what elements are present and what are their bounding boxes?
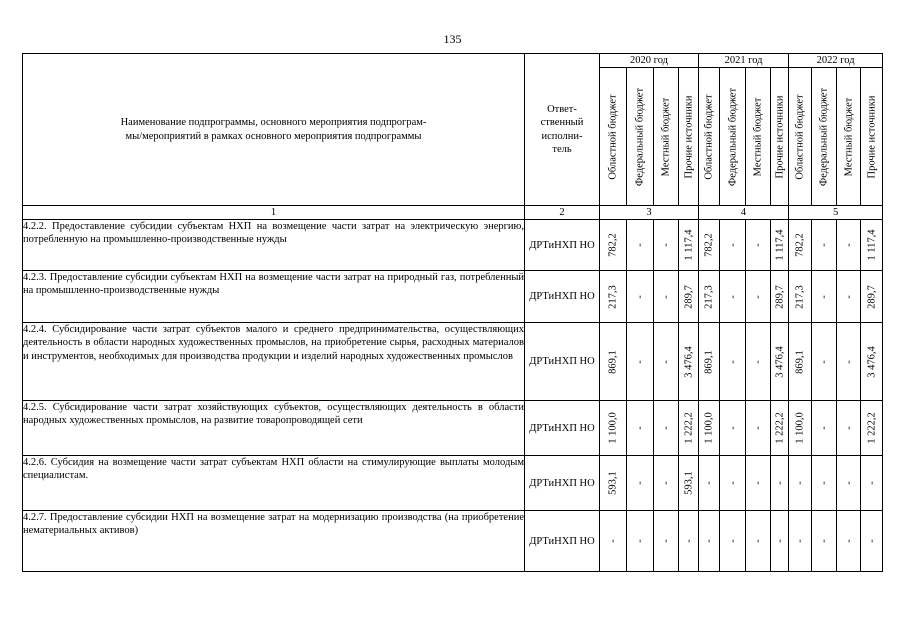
table-row bbox=[23, 401, 883, 456]
row-value-cell bbox=[679, 220, 699, 271]
row-value-cell bbox=[654, 220, 679, 271]
row-value-cell bbox=[679, 271, 699, 323]
row-value-cell bbox=[771, 271, 789, 323]
header-source-2-3 bbox=[746, 68, 771, 206]
row-value-cell bbox=[837, 456, 861, 511]
row-responsible: ДРТиНХП НО bbox=[525, 323, 600, 401]
header-resp-line2: ственный bbox=[540, 117, 584, 129]
row-value-cell bbox=[627, 401, 654, 456]
row-value: - bbox=[660, 295, 672, 299]
row-value-cell bbox=[699, 323, 720, 401]
row-value-cell bbox=[600, 401, 627, 456]
row-value: 1 222,2 bbox=[682, 412, 694, 444]
row-value: - bbox=[726, 539, 738, 543]
header-resp-line4: тель bbox=[552, 143, 572, 155]
row-value-cell bbox=[771, 323, 789, 401]
row-value-cell bbox=[720, 401, 746, 456]
row-value: - bbox=[682, 539, 694, 543]
row-description: 4.2.3. Предоставление субсидии субъектам НХП на возмещение части затрат на природный газ, потребленный на промышленно-производственные нужды bbox=[23, 271, 525, 323]
row-value: - bbox=[818, 539, 830, 543]
row-description: 4.2.2. Предоставление субсидии субъектам НХП на возмещение части затрат на электрическую энергию, потребленную на промышленно-производственные нужды bbox=[23, 220, 525, 271]
header-source-label: Федеральный бюджет bbox=[634, 87, 646, 186]
row-value: - bbox=[752, 426, 764, 430]
row-value: - bbox=[818, 360, 830, 364]
row-value-cell bbox=[600, 456, 627, 511]
row-value: - bbox=[660, 426, 672, 430]
row-value-cell bbox=[627, 323, 654, 401]
row-value: - bbox=[703, 539, 715, 543]
header-resp-line1: Ответ- bbox=[547, 104, 577, 116]
row-responsible: ДРТиНХП НО bbox=[525, 511, 600, 572]
row-value: 289,7 bbox=[682, 284, 694, 309]
row-value: - bbox=[752, 481, 764, 485]
row-value-cell bbox=[789, 271, 812, 323]
header-responsible-cell bbox=[525, 54, 600, 206]
row-value: 869,1 bbox=[607, 349, 619, 374]
row-value: 593,1 bbox=[682, 471, 694, 496]
row-value: - bbox=[866, 481, 878, 485]
row-responsible: ДРТиНХП НО bbox=[525, 271, 600, 323]
row-value-cell bbox=[600, 220, 627, 271]
header-name-line2: мы/мероприятий в рамках основного мероприятия подпрограммы bbox=[125, 130, 422, 142]
row-value-cell bbox=[789, 323, 812, 401]
page-number: 135 bbox=[443, 32, 462, 46]
row-value: - bbox=[634, 481, 646, 485]
row-value: - bbox=[773, 539, 785, 543]
row-value-cell bbox=[654, 456, 679, 511]
header-source-label: Областной бюджет bbox=[794, 93, 806, 180]
row-value: - bbox=[843, 295, 854, 299]
header-resp-line3: исполни- bbox=[541, 130, 583, 142]
col-number-5: 5 bbox=[789, 206, 883, 220]
row-value: 1 100,0 bbox=[794, 412, 806, 444]
row-value: - bbox=[843, 426, 854, 430]
row-value-cell bbox=[789, 511, 812, 572]
row-value-cell bbox=[699, 271, 720, 323]
header-row-years bbox=[23, 54, 883, 68]
row-value: - bbox=[634, 539, 646, 543]
header-source-label: Прочие источники bbox=[866, 95, 878, 179]
row-value-cell bbox=[771, 401, 789, 456]
row-value-cell bbox=[720, 271, 746, 323]
header-row-col-numbers bbox=[23, 206, 883, 220]
row-value: - bbox=[660, 243, 672, 247]
row-value: 1 222,2 bbox=[866, 412, 878, 444]
col-number-3: 3 bbox=[600, 206, 699, 220]
row-value-cell bbox=[861, 401, 883, 456]
row-value: - bbox=[726, 360, 738, 364]
row-value: - bbox=[634, 295, 646, 299]
row-value: - bbox=[752, 243, 764, 247]
header-year-2022: 2022 год bbox=[789, 54, 883, 68]
row-value-cell bbox=[861, 511, 883, 572]
row-value: - bbox=[660, 360, 672, 364]
header-source-label: Прочие источники bbox=[682, 95, 694, 179]
row-value-cell bbox=[746, 220, 771, 271]
row-value: - bbox=[794, 481, 806, 485]
row-value-cell bbox=[720, 323, 746, 401]
row-value-cell bbox=[812, 511, 837, 572]
header-source-3-1 bbox=[789, 68, 812, 206]
row-value-cell bbox=[861, 323, 883, 401]
table-row bbox=[23, 511, 883, 572]
row-description: 4.2.6. Субсидия на возмещение части затрат субъектам НХП области на стимулирующие выплаты молодым специалистам. bbox=[23, 456, 525, 511]
row-value-cell bbox=[627, 271, 654, 323]
row-value-cell bbox=[812, 456, 837, 511]
row-value: 782,2 bbox=[794, 233, 806, 258]
row-value-cell bbox=[654, 511, 679, 572]
row-value-cell bbox=[600, 511, 627, 572]
row-value: - bbox=[843, 481, 854, 485]
header-source-2-2 bbox=[720, 68, 746, 206]
row-value: 1 117,4 bbox=[682, 229, 694, 261]
col-number-4: 4 bbox=[699, 206, 789, 220]
header-source-label: Прочие источники bbox=[773, 95, 785, 179]
row-value: - bbox=[818, 243, 830, 247]
row-value: - bbox=[634, 426, 646, 430]
row-value-cell bbox=[789, 456, 812, 511]
row-value-cell bbox=[627, 220, 654, 271]
table-row bbox=[23, 323, 883, 401]
row-value-cell bbox=[789, 401, 812, 456]
row-value: 782,2 bbox=[607, 233, 619, 258]
row-value-cell bbox=[699, 511, 720, 572]
header-source-label: Федеральный бюджет bbox=[726, 87, 738, 186]
row-value: 217,3 bbox=[794, 284, 806, 309]
header-source-label: Местный бюджет bbox=[843, 97, 854, 176]
col-number-2: 2 bbox=[525, 206, 600, 220]
row-value: 869,1 bbox=[794, 349, 806, 374]
row-responsible: ДРТиНХП НО bbox=[525, 220, 600, 271]
row-value-cell bbox=[654, 401, 679, 456]
row-value: 1 222,2 bbox=[773, 412, 785, 444]
row-value-cell bbox=[699, 456, 720, 511]
header-source-3-4 bbox=[861, 68, 883, 206]
row-value-cell bbox=[746, 511, 771, 572]
row-value-cell bbox=[837, 323, 861, 401]
row-value-cell bbox=[600, 271, 627, 323]
table-row bbox=[23, 456, 883, 511]
row-value-cell bbox=[746, 271, 771, 323]
row-value-cell bbox=[627, 456, 654, 511]
row-value-cell bbox=[720, 220, 746, 271]
row-value: 3 476,4 bbox=[866, 346, 878, 378]
row-value: - bbox=[726, 426, 738, 430]
row-value-cell bbox=[771, 511, 789, 572]
row-value: 217,3 bbox=[703, 284, 715, 309]
row-value: - bbox=[634, 360, 646, 364]
row-value: - bbox=[866, 539, 878, 543]
table-body bbox=[23, 220, 883, 572]
row-value: - bbox=[794, 539, 806, 543]
row-value: 1 100,0 bbox=[703, 412, 715, 444]
table-row bbox=[23, 271, 883, 323]
row-value: - bbox=[752, 295, 764, 299]
row-value: 289,7 bbox=[773, 284, 785, 309]
row-value: 782,2 bbox=[703, 233, 715, 258]
header-source-3-2 bbox=[812, 68, 837, 206]
row-value: - bbox=[726, 295, 738, 299]
row-value-cell bbox=[600, 323, 627, 401]
row-value: 1 117,4 bbox=[773, 229, 785, 261]
row-value-cell bbox=[627, 511, 654, 572]
budget-table bbox=[22, 53, 883, 572]
row-value: - bbox=[818, 426, 830, 430]
row-responsible: ДРТиНХП НО bbox=[525, 456, 600, 511]
row-value: - bbox=[752, 360, 764, 364]
col-number-1: 1 bbox=[23, 206, 525, 220]
row-value-cell bbox=[679, 511, 699, 572]
header-year-2021: 2021 год bbox=[699, 54, 789, 68]
header-source-label: Федеральный бюджет bbox=[818, 87, 830, 186]
row-value-cell bbox=[837, 220, 861, 271]
row-value: 289,7 bbox=[866, 284, 878, 309]
row-value: - bbox=[843, 243, 854, 247]
header-year-2020: 2020 год bbox=[600, 54, 699, 68]
row-value: 3 476,4 bbox=[773, 346, 785, 378]
row-value-cell bbox=[861, 220, 883, 271]
row-value-cell bbox=[861, 271, 883, 323]
header-source-label: Местный бюджет bbox=[752, 97, 764, 176]
row-value: - bbox=[818, 481, 830, 485]
row-description: 4.2.5. Субсидирование части затрат хозяйствующих субъектов, осуществляющих деятельность в области народных художественных промыслов, на развитие товаропроводящей сети bbox=[23, 401, 525, 456]
row-description: 4.2.7. Предоставление субсидии НХП на возмещение затрат на модернизацию производства (на приобретение нематериальных активов) bbox=[23, 511, 525, 572]
row-value-cell bbox=[699, 401, 720, 456]
row-value-cell bbox=[812, 220, 837, 271]
header-source-label: Областной бюджет bbox=[703, 93, 715, 180]
row-value-cell bbox=[679, 323, 699, 401]
row-value: 217,3 bbox=[607, 284, 619, 309]
row-value-cell bbox=[746, 401, 771, 456]
row-value-cell bbox=[679, 401, 699, 456]
row-value-cell bbox=[812, 401, 837, 456]
header-source-2-4 bbox=[771, 68, 789, 206]
row-value: - bbox=[843, 539, 854, 543]
row-value-cell bbox=[654, 323, 679, 401]
row-responsible: ДРТиНХП НО bbox=[525, 401, 600, 456]
header-source-1-3 bbox=[654, 68, 679, 206]
row-description: 4.2.4. Субсидирование части затрат субъектов малого и среднего предпринимательства, осуществляющих деятельность в области народных художественных промыслов, на приобретение сырья, расходных материалов и инструментов, необходимых для производства продукции и изделий народных художественных промыслов bbox=[23, 323, 525, 401]
row-value-cell bbox=[789, 220, 812, 271]
row-value-cell bbox=[746, 456, 771, 511]
row-value: - bbox=[726, 243, 738, 247]
row-value: - bbox=[726, 481, 738, 485]
row-value: 1 100,0 bbox=[607, 412, 619, 444]
header-source-3-3 bbox=[837, 68, 861, 206]
row-value-cell bbox=[861, 456, 883, 511]
row-value: - bbox=[607, 539, 619, 543]
header-source-label: Областной бюджет bbox=[607, 93, 619, 180]
row-value-cell bbox=[699, 220, 720, 271]
row-value: - bbox=[752, 539, 764, 543]
row-value-cell bbox=[654, 271, 679, 323]
row-value-cell bbox=[837, 401, 861, 456]
row-value: 593,1 bbox=[607, 471, 619, 496]
row-value: - bbox=[703, 481, 715, 485]
row-value-cell bbox=[679, 456, 699, 511]
row-value-cell bbox=[746, 323, 771, 401]
row-value-cell bbox=[812, 323, 837, 401]
row-value: - bbox=[773, 481, 785, 485]
row-value: 1 117,4 bbox=[866, 229, 878, 261]
row-value: - bbox=[843, 360, 854, 364]
row-value-cell bbox=[771, 220, 789, 271]
row-value-cell bbox=[720, 456, 746, 511]
row-value-cell bbox=[837, 271, 861, 323]
row-value-cell bbox=[812, 271, 837, 323]
row-value-cell bbox=[720, 511, 746, 572]
header-source-2-1 bbox=[699, 68, 720, 206]
header-source-1-2 bbox=[627, 68, 654, 206]
header-name-line1: Наименование подпрограммы, основного мероприятия подпрограм- bbox=[120, 117, 427, 129]
header-name-cell bbox=[23, 54, 525, 206]
table-row bbox=[23, 220, 883, 271]
row-value: - bbox=[660, 539, 672, 543]
row-value: 3 476,4 bbox=[682, 346, 694, 378]
header-source-label: Местный бюджет bbox=[660, 97, 672, 176]
row-value: - bbox=[818, 295, 830, 299]
row-value-cell bbox=[771, 456, 789, 511]
row-value: - bbox=[660, 481, 672, 485]
row-value-cell bbox=[837, 511, 861, 572]
header-source-1-4 bbox=[679, 68, 699, 206]
row-value: - bbox=[634, 243, 646, 247]
header-source-1-1 bbox=[600, 68, 627, 206]
row-value: 869,1 bbox=[703, 349, 715, 374]
